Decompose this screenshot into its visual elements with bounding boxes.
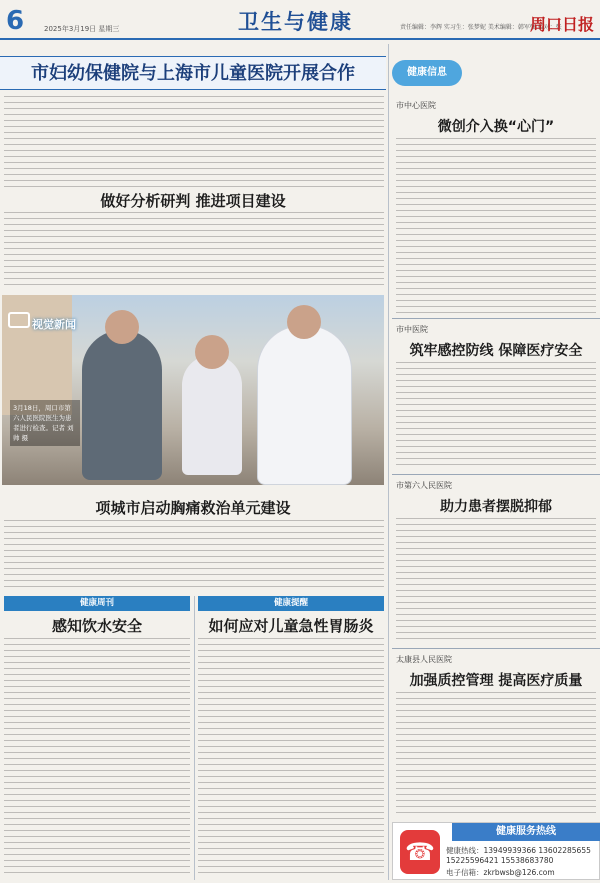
gastroenteritis-text xyxy=(198,638,384,878)
health-info-badge: 健康信息 xyxy=(392,60,462,86)
divider-2 xyxy=(392,474,600,475)
lead-headline: 市妇幼保健院与上海市儿童医院开展合作 xyxy=(0,56,386,90)
section-label-central-hospital: 市中心医院 xyxy=(396,101,436,110)
gastroenteritis-headline: 如何应对儿童急性胃肠炎 xyxy=(208,617,374,635)
lead-article-text xyxy=(4,96,384,188)
visual-news-tag: 视觉新闻 xyxy=(32,318,76,331)
section-label-tcm-hospital: 市中医院 xyxy=(396,325,428,334)
section-title: 卫生与健康 xyxy=(238,9,353,34)
divider-1 xyxy=(392,318,600,319)
minimal-invasive-headline: 微创介入换“心门” xyxy=(437,119,555,135)
hotline-email: 电子信箱：zkrbwsb@126.com xyxy=(446,868,555,877)
hotline-title: 健康服务热线 xyxy=(452,823,600,841)
water-safety-text xyxy=(4,638,190,878)
paper-logo: 周口日报 xyxy=(530,15,595,34)
infection-control-text xyxy=(396,362,596,470)
divider-3 xyxy=(392,648,600,649)
depression-headline: 助力患者摆脱抑郁 xyxy=(440,499,552,515)
story-divider xyxy=(194,596,195,880)
water-safety-headline: 感知饮水安全 xyxy=(51,617,142,635)
project-subhead: 做好分析研判 推进项目建设 xyxy=(100,192,286,210)
column-divider xyxy=(388,44,389,880)
editor-credits: 责任编辑：李辉 实习生：张梦妮 美术编辑：韩军强 校对：张 xyxy=(400,24,562,31)
banner-health-weekly: 健康周刊 xyxy=(4,596,190,611)
minimal-invasive-text xyxy=(396,138,596,314)
photo-caption: 3月18日，周口市第六人民医院医生为患者进行检查。记者 刘帅 摄 xyxy=(10,400,80,446)
hotline-numbers-1: 健康热线：13949939366 13602285655 xyxy=(446,846,591,855)
phone-icon: ☎ xyxy=(400,830,440,874)
page-number: 6 xyxy=(6,6,25,36)
quality-control-headline: 加强质控管理 提高医疗质量 xyxy=(409,673,583,689)
quality-control-text xyxy=(396,692,596,816)
chest-pain-text xyxy=(4,520,384,590)
issue-date: 2025年3月19日 星期三 xyxy=(44,25,120,33)
infection-control-headline: 筑牢感控防线 保障医疗安全 xyxy=(409,343,583,359)
chest-pain-headline: 项城市启动胸痛救治单元建设 xyxy=(95,499,291,517)
banner-health-reminder: 健康提醒 xyxy=(198,596,384,611)
section-label-sixth-hospital: 市第六人民医院 xyxy=(396,481,452,490)
camera-icon xyxy=(8,312,30,328)
hotline-numbers-2: 15225596421 15538683780 xyxy=(446,856,554,865)
project-article-text xyxy=(4,212,384,290)
depression-text xyxy=(396,518,596,644)
section-label-taikang-hospital: 太康县人民医院 xyxy=(396,655,452,664)
